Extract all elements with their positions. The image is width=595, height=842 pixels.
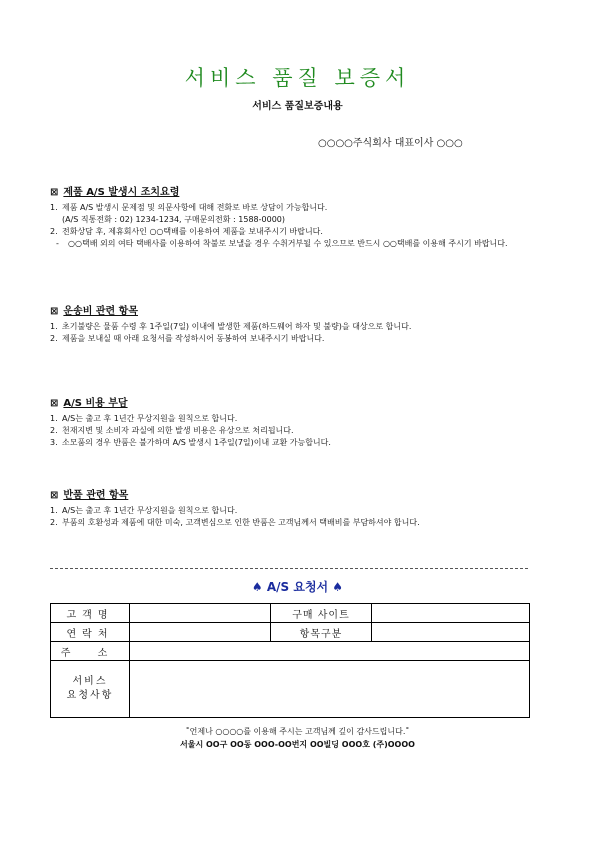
contact-field[interactable] (130, 623, 271, 642)
item-number: 2. (50, 518, 58, 527)
item-number: 2. (50, 334, 58, 343)
section-shipping (50, 302, 535, 345)
item-number: 1. (50, 322, 58, 331)
request-details-label (51, 661, 130, 718)
item-text: 제품 A/S 발생시 문제점 및 의문사항에 대해 전화로 바로 상담이 가능합니다. (62, 203, 328, 212)
list-item-subline: (A/S 직통전화 : 02) 1234-1234, 구매문의전화 : 1588-0000) (62, 215, 286, 224)
section-heading-text: A/S 비용 부담 (63, 398, 128, 409)
item-text: 소모품의 경우 반품은 불가하며 A/S 발생시 1주일(7일)이내 교환 가능합니다. (62, 438, 331, 447)
purchase-site-label: 구매 사이트 (271, 604, 372, 623)
item-number: 2. (50, 426, 58, 435)
list-item (50, 517, 535, 529)
item-text: 전화상담 후, 제휴회사인 ○○택배를 이용하여 제품을 보내주시기 바랍니다. (62, 227, 323, 236)
company-line: ○○○○주식회사 대표이사 ○○○ (318, 138, 463, 149)
section-as-cost (50, 394, 535, 449)
list-item (50, 202, 535, 214)
item-number: 3. (50, 438, 58, 447)
section-heading (50, 486, 535, 501)
item-text: 제품을 보내실 때 아래 요청서를 작성하시어 동봉하여 보내주시기 바랍니다. (62, 334, 325, 343)
item-text: 부품의 호환성과 제품에 대한 미숙, 고객변심으로 인한 반품은 고객님께서 택배비를 부담하셔야 합니다. (62, 518, 420, 527)
list-item (50, 505, 535, 517)
page-subtitle: 서비스 품질보증내용 (252, 101, 343, 112)
footer-thanks: ˚언제나 ○○○○를 이용해 주시는 고객님께 깊이 감사드립니다.˚ (185, 727, 410, 736)
item-number: 1. (50, 203, 58, 212)
page-title: 서비스 품질 보증서 (184, 66, 411, 90)
list-item (50, 425, 535, 437)
item-number: 1. (50, 506, 58, 515)
item-dash: - (56, 239, 59, 248)
customer-label: 고객명 (51, 604, 130, 623)
footer-address: 서울시 OO구 OO동 OOO-OO번지 OO빌딩 OOO호 (주)OOOO (180, 740, 415, 749)
list-item (50, 321, 535, 333)
section-heading-text: 반품 관련 항목 (63, 490, 129, 501)
item-number: 1. (50, 414, 58, 423)
list-item (50, 437, 535, 449)
category-field[interactable] (372, 623, 530, 642)
list-item-note (50, 238, 535, 250)
list-item (50, 413, 535, 425)
item-text: ○○택배 외의 여타 택배사를 이용하여 착불로 보낼을 경우 수취거부될 수 있으므로 반드시 ○○택배를 이용해 주시기 바랍니다. (68, 239, 508, 248)
section-heading (50, 302, 535, 317)
item-text: A/S는 출고 후 1년간 무상지원을 원칙으로 합니다. (62, 414, 238, 423)
section-heading (50, 183, 535, 198)
request-form-title: ♠ A/S 요청서 ♠ (251, 580, 344, 594)
address-field[interactable] (130, 642, 530, 661)
contact-label: 연락처 (51, 623, 130, 642)
request-details-field[interactable] (130, 661, 530, 718)
request-label-line1: 서비스 (72, 676, 108, 687)
checkbox-square-icon: ⊠ (50, 187, 59, 198)
section-returns (50, 486, 535, 529)
item-text: 초기불량은 물품 수령 후 1주일(7일) 이내에 발생한 제품(하드웨어 하자 및 불량)을 대상으로 합니다. (62, 322, 412, 331)
list-item (50, 226, 535, 238)
checkbox-square-icon: ⊠ (50, 306, 59, 317)
section-heading-text: 제품 A/S 발생시 조치요령 (63, 187, 180, 198)
request-label-line2: 요청사항 (66, 690, 114, 701)
address-label: 주 소 (51, 642, 130, 661)
section-as-procedure (50, 183, 535, 250)
section-heading-text: 운송비 관련 항목 (63, 306, 138, 317)
checkbox-square-icon: ⊠ (50, 398, 59, 409)
customer-field[interactable] (130, 604, 271, 623)
list-item (50, 333, 535, 345)
checkbox-square-icon: ⊠ (50, 490, 59, 501)
item-text: 천재지변 및 소비자 과실에 의한 발생 비용은 유상으로 처리됩니다. (62, 426, 294, 435)
item-text: A/S는 출고 후 1년간 무상지원을 원칙으로 합니다. (62, 506, 238, 515)
dashed-divider (50, 568, 528, 569)
category-label: 항목구분 (271, 623, 372, 642)
purchase-site-field[interactable] (372, 604, 530, 623)
section-heading (50, 394, 535, 409)
request-form-table (50, 603, 530, 718)
item-number: 2. (50, 227, 58, 236)
